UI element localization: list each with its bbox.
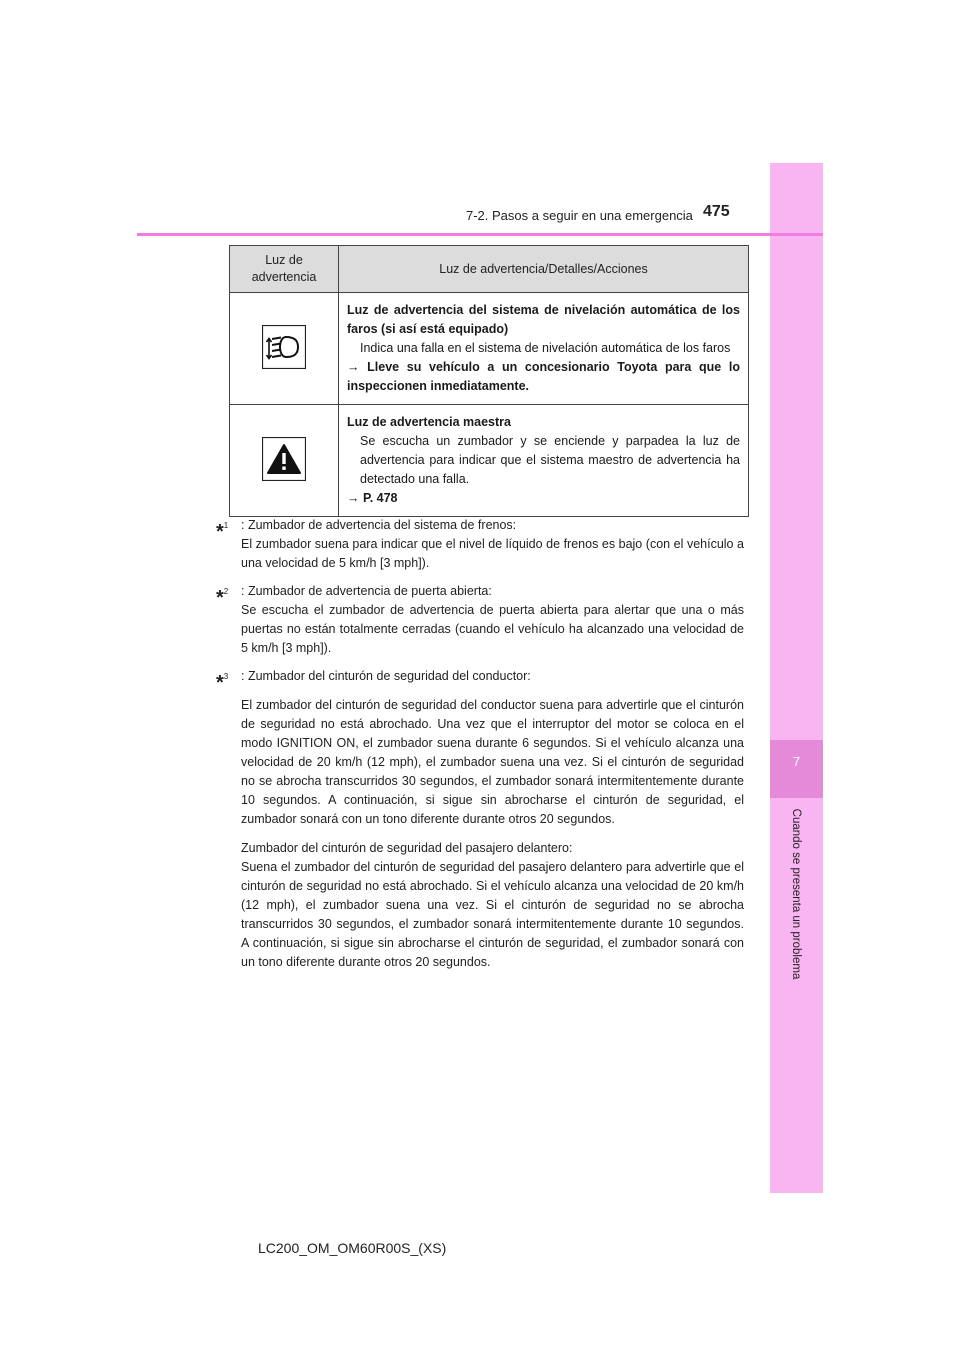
footnote [216,667,744,972]
footnote [216,516,744,573]
warning-action [347,489,740,508]
footnote-title: : Zumbador de advertencia del sistema de frenos: [241,518,517,532]
table-row [230,405,749,517]
table-header-row [230,246,749,293]
warning-description: Indica una falla en el sistema de nivelación automática de los faros [360,341,731,355]
master-warning-icon [262,437,306,484]
footnote-title: : Zumbador de advertencia de puerta abierta: [241,584,492,598]
chapter-side-tab [770,163,823,1193]
footnote-text: Se escucha el zumbador de advertencia de puerta abierta para alertar que una o más puertas no están totalmente cerradas (cuando el vehículo ha alcanzado una velocidad de 5 km/h [3 mph]). [241,603,744,655]
footnotes [216,516,744,981]
arrow-icon: → [347,491,360,505]
footnote-title: : Zumbador del cinturón de seguridad del conductor: [241,669,531,683]
page-number: 475 [703,203,730,220]
footnote-text: El zumbador suena para indicar que el nivel de líquido de frenos es bajo (con el vehículo a una velocidad de 5 km/h [3 mph]). [241,537,744,570]
footnote-marker: *$^1$ [216,521,229,543]
footnote [216,582,744,658]
chapter-number: 7 [792,754,801,769]
col-header-details: Luz de advertencia/Detalles/Acciones [339,246,749,293]
footnote-text: El zumbador del cinturón de seguridad del conductor suena para advertirle que el cinturón de seguridad no está abrochado. Una vez que el interruptor del motor se coloca en el modo IGNITION ON, el zumbador suena durante 6 segundos. Si el vehículo alcanza una velocidad de 20 km/h (12 mph), el zumbador suena una vez. Si el cinturón de seguridad no se abrocha transcurridos 30 segundos, el zumbador sonará intermitentemente durante 10 segundos. A continuación, si sigue sin abrocharse el cinturón de seguridad, el zumbador sonará con un tono diferente durante otros 20 segundos. [241,698,744,826]
warning-action [347,358,740,396]
footnote-marker: *$^2$ [216,587,229,609]
footnote-text: Suena el zumbador del cinturón de seguridad del pasajero delantero para advertirle que el cinturón de seguridad no está abrochado. Si el vehículo alcanza una velocidad de 20 km/h (12 mph), el zumbador suena una vez. Si el cinturón de seguridad no se abrocha transcurridos 30 segundos, el zumbador sonará intermitentemente durante 10 segundos. A continuación, si sigue sin abrocharse el cinturón de seguridad, el zumbador sonará con un tono diferente durante otros 20 segundos. [241,860,744,969]
section-heading: 7-2. Pasos a seguir en una emergencia [466,208,693,223]
warning-title: Luz de advertencia maestra [347,415,511,429]
table-row [230,293,749,405]
warning-light-table [229,245,749,517]
chapter-title: Cuando se presenta un problema [790,808,802,980]
icon-cell [230,293,339,405]
col-header-light: Luz de advertencia [230,246,339,293]
details-cell [339,405,749,517]
header-rule [137,233,823,236]
warning-title: Luz de advertencia del sistema de nivelación automática de los faros (si así está equipado) [347,303,740,336]
footnote-marker: *$^3$ [216,672,229,694]
icon-cell [230,405,339,517]
chapter-number-marker [770,740,823,798]
action-text: Lleve su vehículo a un concesionario Toyota para que lo inspeccionen inmediatamente. [347,360,740,393]
page-reference-link[interactable]: P. 478 [362,491,398,505]
document-code: LC200_OM_OM60R00S_(XS) [258,1240,447,1256]
footnote-subtitle: Zumbador del cinturón de seguridad del pasajero delantero: [241,841,573,855]
details-cell [339,293,749,405]
headlight-leveling-icon [262,325,306,372]
arrow-icon: → [347,360,360,374]
warning-description: Se escucha un zumbador y se enciende y parpadea la luz de advertencia para indicar que el sistema maestro de advertencia ha detectado una falla. [360,434,740,486]
